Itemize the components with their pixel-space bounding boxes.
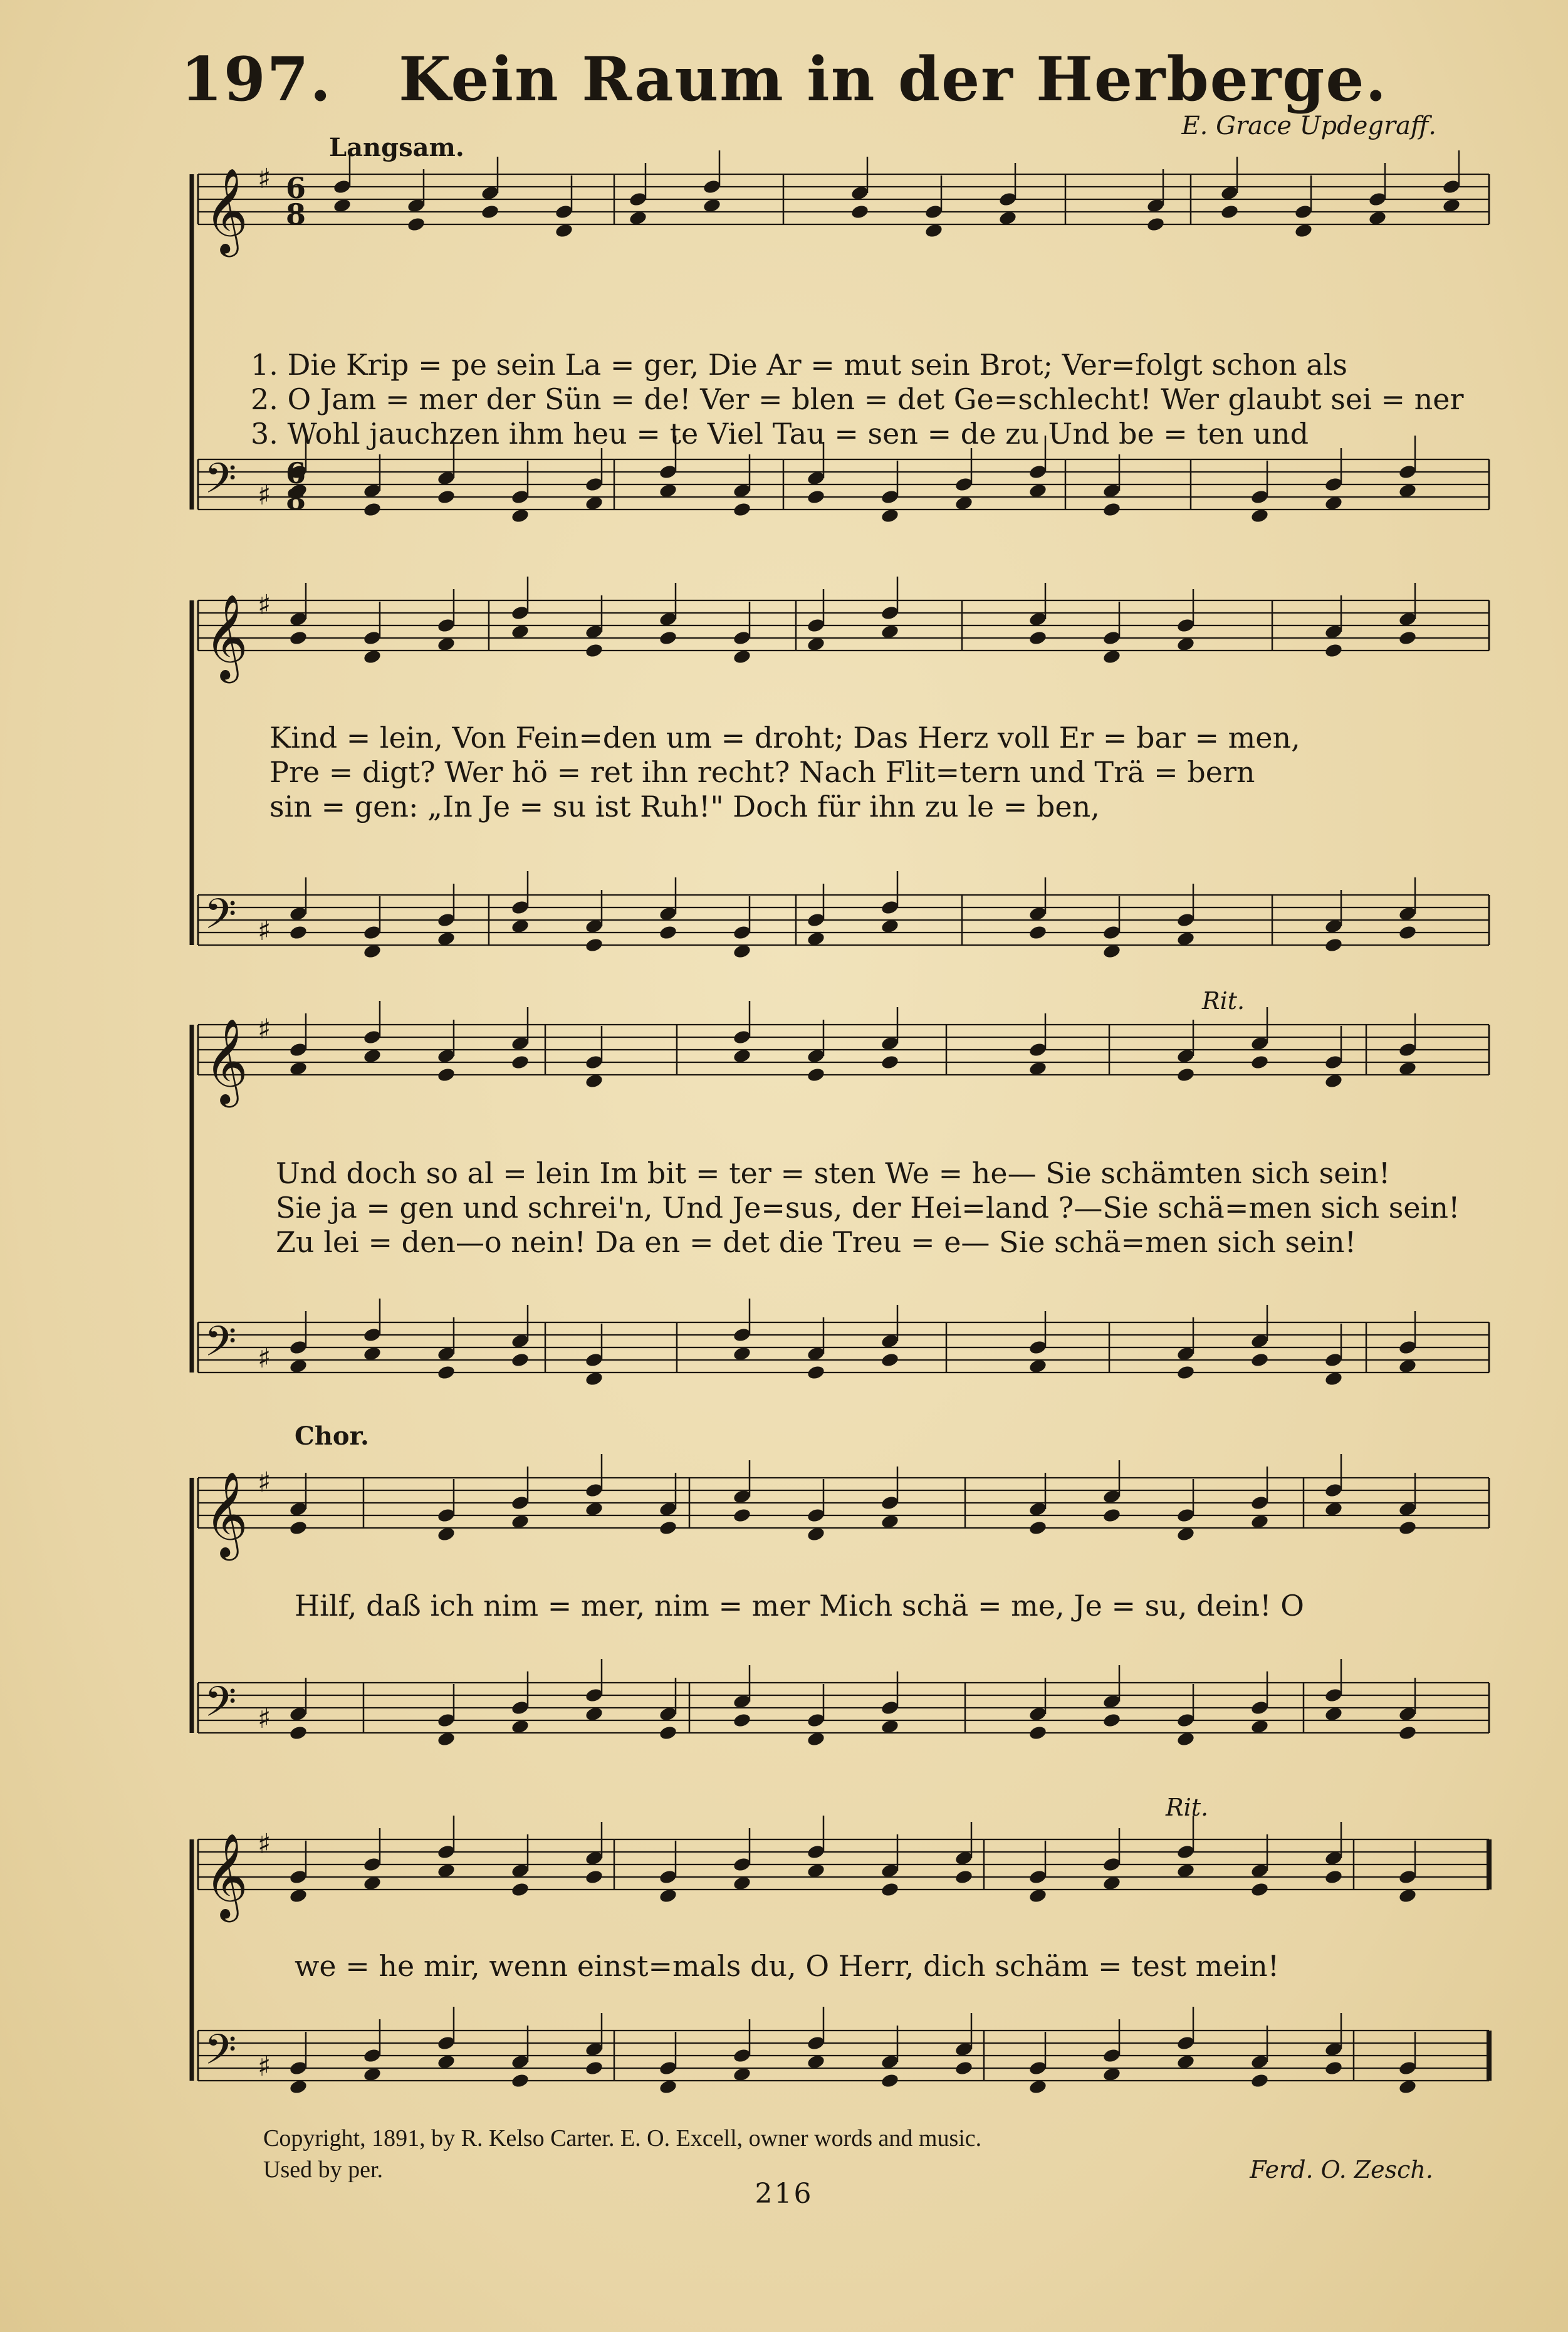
sharp-icon: ♯ xyxy=(258,1828,271,1860)
note-head xyxy=(363,924,382,941)
treble-clef-icon: 𝄞 xyxy=(204,1470,248,1557)
note-head xyxy=(881,1495,900,1511)
lyric-verse2-line3: Sie ja = gen und schrei'n, Und Je=sus, der Hei=land ?—Sie schä=men sich sein! xyxy=(276,1191,1460,1225)
note-head xyxy=(585,1687,604,1703)
note-head xyxy=(1102,924,1122,941)
note-head xyxy=(881,2073,900,2089)
note-head xyxy=(807,489,826,505)
tempo-marking: Langsam. xyxy=(329,133,464,162)
note-head xyxy=(1250,2073,1270,2089)
time-signature-denominator: 8 xyxy=(286,197,306,231)
bass-clef-icon: 𝄢 xyxy=(204,1678,237,1736)
sharp-icon: ♯ xyxy=(258,479,271,511)
note-head xyxy=(1176,1844,1196,1860)
note-head xyxy=(703,179,722,195)
note-head xyxy=(1398,1869,1418,1885)
note-head xyxy=(511,899,530,916)
note-head xyxy=(511,2073,530,2089)
note-head xyxy=(881,489,900,505)
note-head xyxy=(1398,1339,1418,1356)
note-head xyxy=(289,1339,308,1356)
note-head xyxy=(733,2047,752,2064)
rit-marking-2: Rit. xyxy=(1166,1794,1209,1821)
treble-clef-icon: 𝄞 xyxy=(204,1017,248,1104)
note-head xyxy=(585,1482,604,1498)
note-head xyxy=(363,1029,382,1045)
note-head xyxy=(807,1712,826,1728)
note-head xyxy=(1324,1869,1344,1885)
note-head xyxy=(807,1844,826,1860)
note-head xyxy=(954,476,974,493)
note-head xyxy=(1294,204,1314,220)
note-head xyxy=(511,605,530,621)
note-head xyxy=(733,924,752,941)
note-head xyxy=(1176,1364,1196,1381)
lyric-chorus-line2: we = he mir, wenn einst=mals du, O Herr, dich schäm = test mein! xyxy=(295,1949,1280,1983)
note-head xyxy=(437,489,456,505)
time-signature-denominator: 8 xyxy=(286,483,306,516)
note-head xyxy=(333,179,352,195)
note-head xyxy=(289,924,308,941)
note-head xyxy=(511,489,530,505)
note-head xyxy=(363,2047,382,2064)
note-head xyxy=(289,630,308,646)
note-head xyxy=(1398,2060,1418,2076)
note-head xyxy=(1102,2047,1122,2064)
hymn-title: Kein Raum in der Herberge. xyxy=(399,44,1388,115)
note-head xyxy=(659,630,678,646)
note-head xyxy=(437,1712,456,1728)
time-signature-numerator: 6 xyxy=(286,456,306,490)
note-head xyxy=(954,1869,974,1885)
note-head xyxy=(1324,1054,1344,1070)
note-head xyxy=(807,1507,826,1524)
note-head xyxy=(1250,1495,1270,1511)
lyric-verse2-line2: Pre = digt? Wer hö = ret ihn recht? Nach Flit=tern und Trä = bern xyxy=(269,755,1255,789)
note-head xyxy=(659,924,678,941)
note-head xyxy=(363,501,382,518)
note-head xyxy=(289,1725,308,1741)
note-head xyxy=(1028,1042,1048,1058)
note-head xyxy=(1176,1067,1196,1083)
note-head xyxy=(1102,1712,1122,1728)
note-head xyxy=(881,1352,900,1368)
sharp-icon: ♯ xyxy=(258,2051,271,2083)
sharp-icon: ♯ xyxy=(258,1013,271,1045)
note-head xyxy=(881,605,900,621)
note-head xyxy=(733,1029,752,1045)
note-head xyxy=(481,204,500,220)
note-head xyxy=(1028,630,1048,646)
sharp-icon: ♯ xyxy=(258,915,271,947)
note-head xyxy=(1250,489,1270,505)
note-head xyxy=(437,617,456,634)
note-head xyxy=(659,2060,678,2076)
note-head xyxy=(437,1067,456,1083)
note-head xyxy=(1176,912,1196,928)
note-head xyxy=(585,476,604,493)
note-head xyxy=(807,617,826,634)
lyric-verse1-line2: Kind = lein, Von Fein=den um = droht; Das Herz voll Er = bar = men, xyxy=(269,721,1300,755)
note-head xyxy=(1146,216,1166,233)
note-head xyxy=(733,1712,752,1728)
note-head xyxy=(1028,924,1048,941)
note-head xyxy=(555,204,574,220)
note-head xyxy=(1176,1507,1196,1524)
note-head xyxy=(1028,464,1048,480)
note-head xyxy=(807,2035,826,2051)
note-head xyxy=(1028,1869,1048,1885)
lyric-verse3-line1: 3. Wohl jauchzen ihm heu = te Viel Tau = sen = de zu Und be = ten und xyxy=(251,417,1309,451)
note-head xyxy=(585,937,604,953)
note-head xyxy=(659,1869,678,1885)
hymn-number: 197. xyxy=(180,44,332,115)
note-head xyxy=(1398,464,1418,480)
note-head xyxy=(881,1054,900,1070)
bass-clef-icon: 𝄢 xyxy=(204,454,237,513)
note-head xyxy=(881,1700,900,1716)
author-credit: E. Grace Updegraff. xyxy=(1181,112,1436,140)
page-number: 216 xyxy=(755,2178,813,2210)
note-head xyxy=(881,899,900,916)
sharp-icon: ♯ xyxy=(258,1342,271,1374)
note-head xyxy=(511,1495,530,1511)
bass-clef-icon: 𝄢 xyxy=(204,890,237,948)
note-head xyxy=(1442,179,1461,195)
note-head xyxy=(1250,1054,1270,1070)
note-head xyxy=(850,204,870,220)
note-head xyxy=(289,1520,308,1536)
note-head xyxy=(1176,2035,1196,2051)
bass-clef-icon: 𝄢 xyxy=(204,2026,237,2084)
sharp-icon: ♯ xyxy=(258,1467,271,1498)
note-head xyxy=(289,1869,308,1885)
note-head xyxy=(585,1054,604,1070)
arranger-credit: Ferd. O. Zesch. xyxy=(1250,2156,1433,2183)
note-head xyxy=(1398,1725,1418,1741)
lyric-verse1-line1: 1. Die Krip = pe sein La = ger, Die Ar = mut sein Brot; Ver=folgt schon als xyxy=(251,348,1348,382)
note-head xyxy=(733,1507,752,1524)
note-head xyxy=(733,501,752,518)
note-head xyxy=(511,1054,530,1070)
note-head xyxy=(1398,1520,1418,1536)
note-head xyxy=(924,204,944,220)
note-head xyxy=(363,1856,382,1873)
note-head xyxy=(407,216,426,233)
sharp-icon: ♯ xyxy=(258,589,271,621)
note-head xyxy=(1250,1700,1270,1716)
lyric-verse1-line3: Und doch so al = lein Im bit = ter = sten We = he— Sie schämten sich sein! xyxy=(276,1156,1391,1190)
note-head xyxy=(659,464,678,480)
note-head xyxy=(1102,630,1122,646)
note-head xyxy=(511,1700,530,1716)
note-head xyxy=(1398,924,1418,941)
note-head xyxy=(659,1520,678,1536)
note-head xyxy=(437,1364,456,1381)
note-head xyxy=(807,1067,826,1083)
note-head xyxy=(1102,1856,1122,1873)
note-head xyxy=(1324,1687,1344,1703)
note-head xyxy=(1324,1482,1344,1498)
bass-clef-icon: 𝄢 xyxy=(204,1317,237,1376)
treble-clef-icon: 𝄞 xyxy=(204,593,248,679)
note-head xyxy=(437,1507,456,1524)
note-head xyxy=(437,1844,456,1860)
note-head xyxy=(807,1364,826,1381)
lyric-chorus-line1: Hilf, daß ich nim = mer, nim = mer Mich schä = me, Je = su, dein! O xyxy=(295,1589,1304,1623)
treble-clef-icon: 𝄞 xyxy=(204,167,248,253)
note-head xyxy=(585,1869,604,1885)
lyric-verse2-line1: 2. O Jam = mer der Sün = de! Ver = blen = det Ge=schlecht! Wer glaubt sei = ner xyxy=(251,382,1464,416)
note-head xyxy=(1028,1520,1048,1536)
note-head xyxy=(289,1042,308,1058)
time-signature-numerator: 6 xyxy=(286,171,306,205)
sharp-icon: ♯ xyxy=(258,163,271,195)
note-head xyxy=(1028,1725,1048,1741)
note-head xyxy=(511,1352,530,1368)
note-head xyxy=(437,912,456,928)
note-head xyxy=(1324,642,1344,659)
note-head xyxy=(1398,1042,1418,1058)
note-head xyxy=(998,191,1018,207)
note-head xyxy=(659,1725,678,1741)
note-head xyxy=(1102,1507,1122,1524)
treble-clef-icon: 𝄞 xyxy=(204,1832,248,1918)
note-head xyxy=(1368,191,1388,207)
note-head xyxy=(511,1881,530,1898)
note-head xyxy=(585,1352,604,1368)
note-head xyxy=(1028,1339,1048,1356)
note-head xyxy=(1028,2060,1048,2076)
note-head xyxy=(1324,1352,1344,1368)
note-head xyxy=(807,912,826,928)
note-head xyxy=(881,1881,900,1898)
note-head xyxy=(363,630,382,646)
lyric-verse3-line3: Zu lei = den—o nein! Da en = det die Treu = e— Sie schä=men sich sein! xyxy=(276,1225,1357,1259)
note-head xyxy=(1176,1712,1196,1728)
note-head xyxy=(437,2035,456,2051)
copyright-notice: Copyright, 1891, by R. Kelso Carter. E. O. Excell, owner words and music. xyxy=(263,2125,982,2152)
note-head xyxy=(1176,617,1196,634)
note-head xyxy=(1102,501,1122,518)
note-head xyxy=(733,1856,752,1873)
note-head xyxy=(289,2060,308,2076)
note-head xyxy=(1250,1352,1270,1368)
usage-notice: Used by per. xyxy=(263,2157,384,2183)
note-head xyxy=(733,1327,752,1343)
note-head xyxy=(733,630,752,646)
note-head xyxy=(1250,1881,1270,1898)
note-head xyxy=(585,2060,604,2076)
rit-marking-1: Rit. xyxy=(1202,987,1245,1015)
note-head xyxy=(1324,476,1344,493)
note-head xyxy=(1324,937,1344,953)
note-head xyxy=(585,642,604,659)
note-head xyxy=(363,1327,382,1343)
sharp-icon: ♯ xyxy=(258,1703,271,1735)
note-head xyxy=(1324,2060,1344,2076)
note-head xyxy=(629,191,648,207)
lyric-verse3-line2: sin = gen: „In Je = su ist Ruh!" Doch für ihn zu le = ben, xyxy=(269,790,1100,824)
note-head xyxy=(1398,630,1418,646)
note-head xyxy=(954,2060,974,2076)
chorus-marking: Chor. xyxy=(295,1421,369,1451)
note-head xyxy=(1220,204,1240,220)
